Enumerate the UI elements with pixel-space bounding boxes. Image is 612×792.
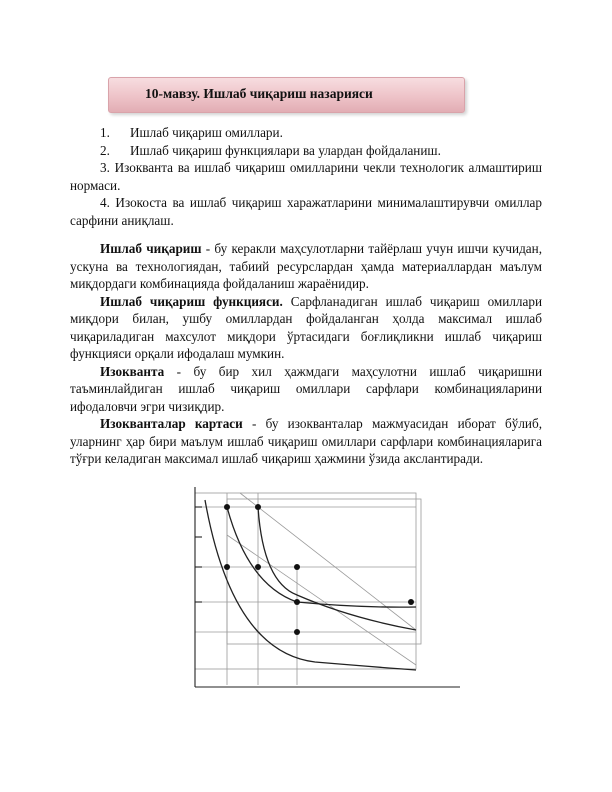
outline-item-number: 3. xyxy=(100,160,110,175)
outline-item xyxy=(70,194,542,229)
outline-item-number: 1. xyxy=(100,125,110,140)
outline-item-text: Ишлаб чиқариш функциялари ва улардан фойдаланиш. xyxy=(130,142,441,158)
definition-text: - бу бир хил ҳажмдаги маҳсулотни ишлаб чиқаришни таъминлайдиган ишлаб чиқариш омиллари сарфлари комбинацияларини ифодаловчи эгри чизиқдир. xyxy=(70,363,542,414)
point xyxy=(294,629,300,635)
point xyxy=(255,564,261,570)
topic-outline xyxy=(70,124,542,229)
definition-term: Изокванта xyxy=(100,363,165,379)
point xyxy=(294,599,300,605)
outline-item xyxy=(70,159,542,194)
definition-paragraph xyxy=(70,363,542,416)
outline-item-text: Изокоста ва ишлаб чиқариш харажатларини минималаштирувчи омиллар сарфини аниқлаш. xyxy=(70,195,543,228)
outline-item xyxy=(70,142,542,160)
definition-paragraph xyxy=(70,240,542,293)
outline-item-number: 4. xyxy=(100,195,110,210)
guide-lines xyxy=(195,493,421,685)
definition-term: Ишлаб чиқариш функцияси. xyxy=(100,293,283,309)
point xyxy=(255,504,261,510)
point xyxy=(224,564,230,570)
point xyxy=(408,599,414,605)
outline-item-number: 2. xyxy=(100,142,110,158)
definition-term: Изокванталар картаси xyxy=(100,416,243,431)
definition-paragraph xyxy=(70,415,542,468)
point xyxy=(294,564,300,570)
isocost-line-2 xyxy=(227,535,416,665)
definition-term: Ишлаб чиқариш xyxy=(100,241,202,256)
definition-text: Сарфланадиган ишлаб чиқариш омиллари миқдори билан, ушбу омиллардан фойдаланган ҳолда максимал ишлаб чиқариладиган махсулот миқдори ўртасидаги боғлиқликни ишлаб чиқариш функцияси орқали ифодалаш мумкин. xyxy=(70,293,543,361)
outline-item-text: Изокванта ва ишлаб чиқариш омилларини чекли технологик алмаштириш нормаси. xyxy=(70,160,542,193)
isoquant-1 xyxy=(227,507,416,607)
isoquant-curves xyxy=(205,500,416,670)
combination-points xyxy=(224,504,414,635)
isoquant-3 xyxy=(205,500,416,670)
isocost-line-1 xyxy=(240,493,416,630)
definitions-body xyxy=(70,240,542,468)
point xyxy=(224,504,230,510)
definition-text: - бу керакли маҳсулотларни тайёрлаш учун ишчи кучидан, ускуна ва технологиядан, табиий ресурслардан ҳамда материаллардан маълум миқдордаги комбинацияда фойдаланиш жараёнидир. xyxy=(70,241,542,291)
isoquant-map-diagram xyxy=(160,470,460,725)
outline-item-text: Ишлаб чиқариш омиллари. xyxy=(130,125,283,140)
outline-item xyxy=(70,124,542,142)
topic-title: 10-мавзу. Ишлаб чиқариш назарияси xyxy=(145,86,373,101)
topic-title-banner xyxy=(108,77,465,113)
definition-text: - бу изокванталар мажмуасидан иборат бўлиб, уларнинг ҳар бири маълум ишлаб чиқариш омиллари сарфлари комбинацияларига тўғри келадиган максимал ишлаб чиқариш ҳажмини ўзида акслантиради. xyxy=(70,416,542,466)
definition-paragraph xyxy=(70,293,542,363)
axes xyxy=(195,487,460,687)
